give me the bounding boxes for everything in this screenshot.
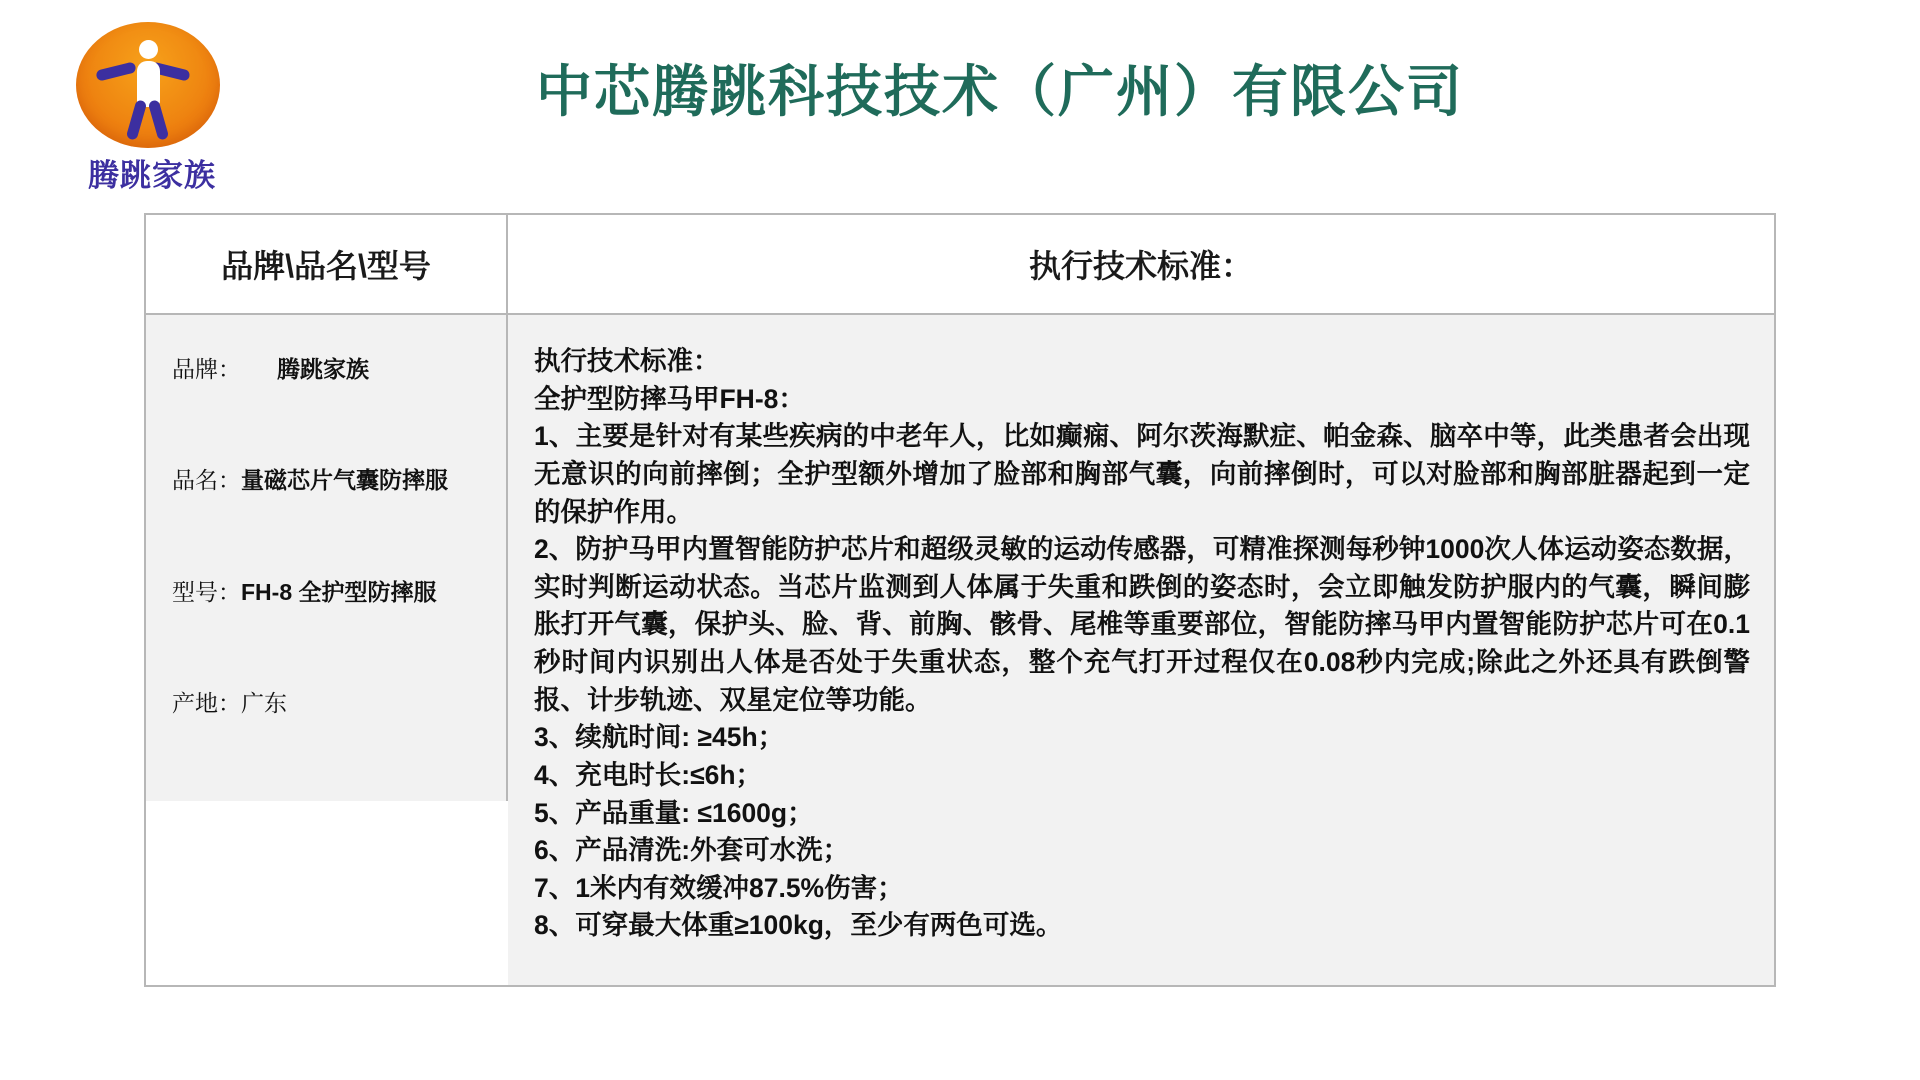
standard-item-8: 8、可穿最大体重≥100kg，至少有两色可选。 [534,910,1063,941]
standard-item-5: 5、产品重量: ≤1600g； [534,797,814,828]
product-name-value: 量磁芯片气囊防摔服 [241,467,448,494]
standard-item-6: 6、产品清洗:外套可水洗； [534,835,850,866]
technical-standard-cell [508,315,1774,985]
standard-heading: 执行技术标准： [534,346,720,376]
origin-label: 产地： [172,690,241,717]
model-label: 型号： [172,578,241,605]
logo-brand-text: 腾跳家族 [88,158,216,193]
brand-row [172,353,480,386]
standard-item-7: 7、1米内有效缓冲87.5%伤害； [534,872,904,903]
column-header-standard: 执行技术标准： [1028,248,1253,284]
company-logo [62,22,242,192]
table-body-row [146,315,1774,985]
product-info-cell [146,315,508,801]
spec-table [144,213,1776,987]
page-title: 中芯腾跳科技技术（广州）有限公司 [536,60,1464,123]
product-name-label: 品名： [172,467,241,494]
standard-item-4: 4、充电时长:≤6h； [534,759,763,790]
standard-item-2: 2、防护马甲内置智能防护芯片和超级灵敏的运动传感器，可精准探测每秒钟1000次人体运动姿态数据，实时判断运动状态。当芯片监测到人体属于失重和跌倒的姿态时，会立即触发防护服内的气囊，瞬间膨胀打开气囊，保护头、脸、背、前胸、骸骨、尾椎等重要部位，智能防摔马甲内置智能防护芯片可在0.1秒时间内识别出人体是否处于失重状态，整个充气打开过程仅在0.08秒内完成;除此之外还具有跌倒警报、计步轨迹、双星定位等功能。 [534,534,1750,715]
person-jumping-icon [126,40,170,132]
origin-value: 广东 [241,690,287,717]
model-row [172,576,480,609]
logo-head [139,40,158,59]
brand-label: 品牌： [172,356,241,382]
brand-value: 腾跳家族 [277,356,369,382]
origin-row [172,687,480,720]
product-name-row [172,464,480,497]
standard-item-3: 3、续航时间: ≥45h； [534,722,785,753]
standard-subheading: 全护型防摔马甲FH-8： [534,383,805,414]
model-value: FH-8 全护型防摔服 [241,578,437,605]
table-header-row [146,215,1774,315]
standard-item-1: 1、主要是针对有某些疾病的中老年人，比如癫痫、阿尔茨海默症、帕金森、脑卒中等，此类患者会出现无意识的向前摔倒；全护型额外增加了脸部和胸部气囊，向前摔倒时，可以对脸部和胸部脏器起到一定的保护作用。 [534,421,1750,527]
column-header-product: 品牌\品名\型号 [146,215,508,313]
